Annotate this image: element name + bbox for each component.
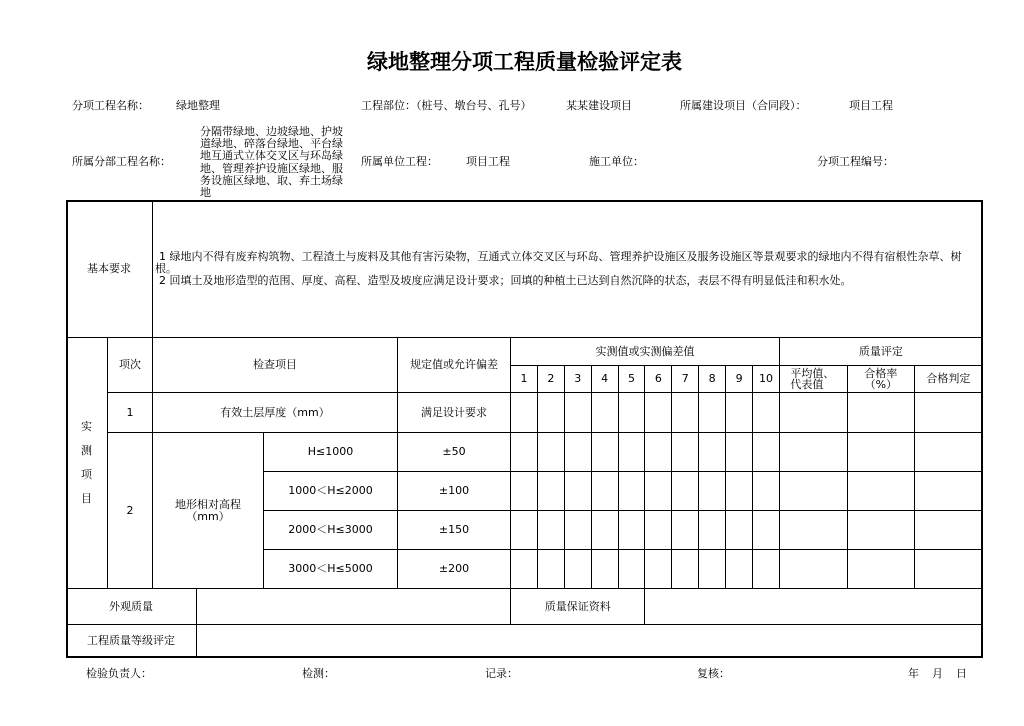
measured-value-cell[interactable] [538,550,565,589]
measured-value-cell[interactable] [511,433,538,472]
measured-value-cell[interactable] [619,550,646,589]
measured-value-cell[interactable] [726,511,753,550]
measured-value-cell[interactable] [592,472,619,511]
measured-value-cell[interactable] [645,550,672,589]
pass-rate-header-text: 合格率（%） [864,367,898,391]
measurement-number-header: 3 [565,366,592,393]
measured-value-cell[interactable] [726,393,753,433]
check-item-header [153,338,398,393]
unit-project-value: 项目工程 [466,155,510,168]
item-no-header-text: 项次 [119,358,141,371]
tolerance-text: ±100 [438,484,470,497]
measured-value-cell[interactable] [619,511,646,550]
division-value: 分隔带绿地、边坡绿地、护坡道绿地、碎落台绿地、平台绿地互通式立体交叉区与环岛绿地、管理养护设施区绿地、服务设施区绿地、取、弃土场绿地 [200,125,343,200]
pass-judgement-cell[interactable] [915,550,983,589]
average-value-header-text: 平均值、代表值 [790,367,835,391]
height-range-text: 1000＜H≤2000 [288,484,373,497]
height-range-cell [264,433,398,472]
basic-requirements-label [66,200,153,338]
tester-label: 检测： [302,667,335,680]
height-range-text: H≤1000 [307,445,354,458]
measured-value-cell[interactable] [592,550,619,589]
construction-project-label: 所属建设项目（合同段）： [680,99,807,112]
measured-value-cell[interactable] [565,550,592,589]
item-no-header [108,338,153,393]
measured-value-cell[interactable] [592,433,619,472]
check-item-cell [153,433,264,589]
check-item-text: 地形相对高程（mm） [175,497,241,523]
measured-value-cell[interactable] [672,472,699,511]
quality-grade-value[interactable] [197,625,983,658]
average-value-cell[interactable] [780,433,848,472]
check-item-text: 有效土层厚度（mm） [220,405,330,419]
measured-value-cell[interactable] [699,472,726,511]
contractor-label: 施工单位： [589,155,644,168]
measured-value-cell[interactable] [753,511,780,550]
check-item-header-text: 检查项目 [253,358,297,371]
location-label: 工程部位：（桩号、墩台号、孔号） [361,99,532,112]
appearance-quality-label [66,589,197,625]
pass-judgement-cell[interactable] [915,511,983,550]
average-value-cell[interactable] [780,550,848,589]
pass-judgement-cell[interactable] [915,393,983,433]
quality-grade-label-text: 工程质量等级评定 [87,634,175,647]
requirement-item: 2 回填土及地形造型的范围、厚度、高程、造型及坡度应满足设计要求；回填的种植土已达到自然沉降的状态，表层不得有明显低洼和积水处。 [159,273,852,287]
pass-rate-cell[interactable] [848,393,915,433]
measured-value-cell[interactable] [511,550,538,589]
height-range-cell [264,472,398,511]
pass-judgement-header-text: 合格判定 [926,372,971,385]
spec-header-text: 规定值或允许偏差 [410,358,498,371]
tolerance-text: ±150 [438,523,470,536]
measured-value-cell[interactable] [753,550,780,589]
measured-value-cell[interactable] [726,472,753,511]
measured-value-cell[interactable] [565,393,592,433]
measured-value-cell[interactable] [538,511,565,550]
pass-rate-cell[interactable] [848,550,915,589]
subitem-name-value: 绿地整理 [176,99,220,112]
measured-value-cell[interactable] [619,472,646,511]
division-label: 所属分部工程名称： [72,155,171,168]
form-title: 绿地整理分项工程质量检验评定表 [367,50,682,74]
basic-requirements-label-text: 基本要求 [87,261,131,275]
measured-value-cell[interactable] [645,393,672,433]
measured-value-cell[interactable] [645,472,672,511]
location-value: 某某建设项目 [566,99,632,112]
pass-rate-cell[interactable] [848,472,915,511]
measurement-number-header: 8 [699,366,726,393]
measured-value-cell[interactable] [699,550,726,589]
measured-value-cell[interactable] [753,472,780,511]
measurement-number-header: 1 [511,366,538,393]
measurement-number-header: 9 [726,366,753,393]
measured-value-cell[interactable] [726,550,753,589]
pass-judgement-cell[interactable] [915,433,983,472]
item-no-text: 1 [126,405,134,419]
measured-value-cell[interactable] [753,433,780,472]
measured-value-cell[interactable] [511,393,538,433]
quality-assessment-header-text: 质量评定 [858,344,903,358]
measured-value-cell[interactable] [619,393,646,433]
average-value-cell[interactable] [780,472,848,511]
height-range-cell [264,550,398,589]
pass-rate-cell[interactable] [848,511,915,550]
measurement-number-header: 6 [645,366,672,393]
reviewer-label: 复核： [697,667,730,680]
average-value-header [780,366,848,393]
measured-value-cell[interactable] [645,511,672,550]
measured-value-cell[interactable] [645,433,672,472]
basic-requirements-text [153,200,983,338]
measured-value-cell[interactable] [753,393,780,433]
qa-documents-label-text: 质量保证资料 [544,599,611,613]
measured-value-cell[interactable] [699,511,726,550]
measured-value-cell[interactable] [672,433,699,472]
subitem-name-label: 分项工程名称： [72,99,149,112]
measurement-number-header: 7 [672,366,699,393]
height-range-cell [264,511,398,550]
construction-project-value: 项目工程 [849,99,893,112]
spec-cell [398,393,511,433]
measured-value-cell[interactable] [538,472,565,511]
measured-value-cell[interactable] [619,433,646,472]
spec-header [398,338,511,393]
measured-value-cell[interactable] [538,433,565,472]
measured-value-cell[interactable] [565,472,592,511]
measurement-number-header: 10 [753,366,780,393]
tolerance-cell [398,550,511,589]
pass-rate-header [848,366,915,393]
pass-rate-cell[interactable] [848,433,915,472]
item-no-text: 2 [126,503,134,517]
height-range-text: 2000＜H≤3000 [288,523,373,536]
tolerance-text: ±200 [438,562,470,575]
measured-value-cell[interactable] [538,393,565,433]
tolerance-cell [398,433,511,472]
measured-value-cell[interactable] [672,393,699,433]
basic-requirements-body [155,251,970,287]
measured-values-header-text: 实测值或实测偏差值 [595,344,695,358]
measured-values-header [511,338,780,366]
check-item-cell [153,393,398,433]
measured-value-cell[interactable] [565,433,592,472]
tolerance-text: ±50 [442,445,466,458]
requirement-item: 1 绿地内不得有废弃构筑物、工程渣土与废料及其他有害污染物，互通式立体交叉区与环岛、管理养护设施区及服务设施区等景观要求的绿地内不得有宿根性杂草、树根。 [155,249,962,275]
item-no-cell [108,433,153,589]
qa-documents-value[interactable] [645,589,982,625]
tolerance-cell [398,472,511,511]
average-value-cell[interactable] [780,511,848,550]
qa-documents-label [511,589,645,625]
measured-value-cell[interactable] [592,511,619,550]
measurement-number-header: 2 [538,366,565,393]
measured-value-cell[interactable] [699,433,726,472]
measured-value-cell[interactable] [511,511,538,550]
inspector-label: 检验负责人： [86,667,152,680]
measured-value-cell[interactable] [672,511,699,550]
average-value-cell[interactable] [780,393,848,433]
measured-value-cell[interactable] [592,393,619,433]
measurement-number-header: 5 [619,366,646,393]
spec-text: 满足设计要求 [421,405,487,419]
measured-value-cell[interactable] [699,393,726,433]
quality-assessment-header [780,338,983,366]
pass-judgement-header [915,366,983,393]
inspection-table [66,200,983,658]
pass-judgement-cell[interactable] [915,472,983,511]
measured-value-cell[interactable] [672,550,699,589]
subitem-number-label: 分项工程编号： [817,155,894,168]
appearance-quality-label-text: 外观质量 [109,599,153,613]
recorder-label: 记录： [485,667,518,680]
appearance-quality-value[interactable] [197,589,511,625]
date-label: 年 月 日 [908,667,968,680]
measured-section-label-text: 实测项目 [81,420,92,505]
unit-project-label: 所属单位工程： [361,155,438,168]
measured-value-cell[interactable] [726,433,753,472]
measured-section-label [66,338,108,589]
quality-grade-label [66,625,197,658]
item-no-cell [108,393,153,433]
tolerance-cell [398,511,511,550]
measurement-number-header: 4 [592,366,619,393]
height-range-text: 3000＜H≤5000 [288,562,373,575]
measured-value-cell[interactable] [565,511,592,550]
measured-value-cell[interactable] [511,472,538,511]
